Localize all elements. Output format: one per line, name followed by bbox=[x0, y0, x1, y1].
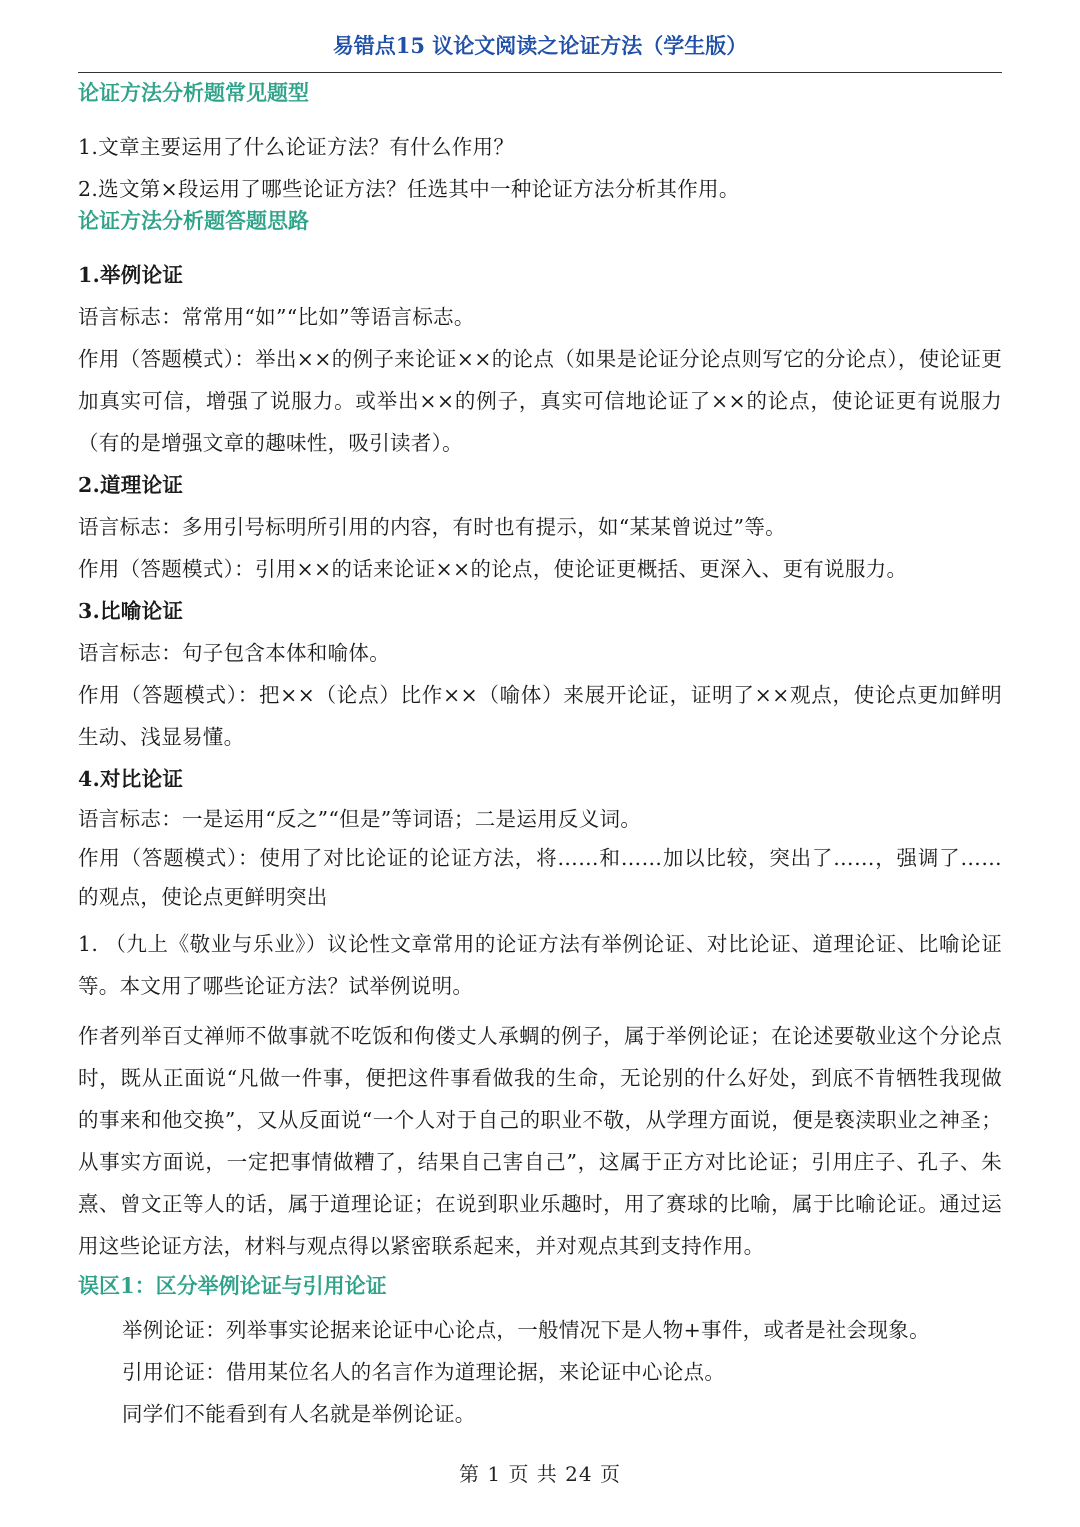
heading-contrast-argument: 4.对比论证 bbox=[78, 767, 184, 791]
document-body bbox=[78, 76, 1002, 1435]
reasoning-marker: 语言标志：多用引号标明所引用的内容，有时也有提示，如“某某曾说过”等。 bbox=[78, 515, 786, 539]
section-title-mistake-1: 误区1：区分举例论证与引用论证 bbox=[78, 1273, 387, 1298]
contrast-function: 作用（答题模式）：使用了对比论证的论证方法，将……和……加以比较，突出了……，强调了……的观点，使论点更鲜明突出 bbox=[78, 846, 1002, 909]
heading-example-argument: 1.举例论证 bbox=[78, 263, 184, 287]
page-header-title: 易错点15 议论文阅读之论证方法（学生版） bbox=[332, 33, 748, 58]
example-function: 作用（答题模式）：举出××的例子来论证××的论点（如果是论证分论点则写它的分论点），使论证更加真实可信，增强了说服力。或举出××的例子，真实可信地论证了××的论点，使论证更有说服力（有的是增强文章的趣味性，吸引读者）。 bbox=[78, 347, 1002, 455]
page-number-footer: 第 1 页 共 24 页 bbox=[459, 1462, 621, 1486]
heading-metaphor-argument: 3.比喻论证 bbox=[78, 599, 184, 623]
example-marker: 语言标志：常常用“如”“比如”等语言标志。 bbox=[78, 305, 475, 329]
header-divider bbox=[78, 72, 1002, 73]
mistake1-line2: 引用论证：借用某位名人的名言作为道理论据，来论证中心论点。 bbox=[122, 1360, 726, 1384]
metaphor-function: 作用（答题模式）：把××（论点）比作××（喻体）来展开论证，证明了××观点，使论点更加鲜明生动、浅显易懂。 bbox=[78, 683, 1002, 749]
exercise-question: 1. （九上《敬业与乐业》）议论性文章常用的论证方法有举例论证、对比论证、道理论证、比喻论证等。本文用了哪些论证方法？试举例说明。 bbox=[78, 932, 1002, 998]
exercise-answer: 作者列举百丈禅师不做事就不吃饭和佝偻丈人承蜩的例子，属于举例论证；在论述要敬业这个分论点时，既从正面说“凡做一件事，便把这件事看做我的生命，无论别的什么好处，到底不肯牺牲我现做的事来和他交换”，又从反面说“一个人对于自己的职业不敬，从学理方面说，便是亵渎职业之神圣；从事实方面说，一定把事情做糟了，结果自己害自己”，这属于正方对比论证；引用庄子、孔子、朱熹、曾文正等人的话，属于道理论证；在说到职业乐趣时，用了赛球的比喻，属于比喻论证。通过运用这些论证方法，材料与观点得以紧密联系起来，并对观点其到支持作用。 bbox=[78, 1024, 1002, 1258]
section-title-approach: 论证方法分析题答题思路 bbox=[78, 208, 309, 233]
question-1: 1.文章主要运用了什么论证方法？有什么作用？ bbox=[78, 135, 515, 159]
heading-reasoning-argument: 2.道理论证 bbox=[78, 473, 184, 497]
contrast-marker: 语言标志：一是运用“反之”“但是”等词语；二是运用反义词。 bbox=[78, 807, 642, 831]
metaphor-marker: 语言标志：句子包含本体和喻体。 bbox=[78, 641, 390, 665]
reasoning-function: 作用（答题模式）：引用××的话来论证××的论点，使论证更概括、更深入、更有说服力。 bbox=[78, 557, 908, 581]
section-title-common-types: 论证方法分析题常见题型 bbox=[78, 80, 309, 105]
question-2: 2.选文第×段运用了哪些论证方法？任选其中一种论证方法分析其作用。 bbox=[78, 177, 740, 201]
mistake1-line3: 同学们不能看到有人名就是举例论证。 bbox=[122, 1402, 476, 1426]
mistake1-line1: 举例论证：列举事实论据来论证中心论点，一般情况下是人物+事件，或者是社会现象。 bbox=[122, 1318, 930, 1342]
